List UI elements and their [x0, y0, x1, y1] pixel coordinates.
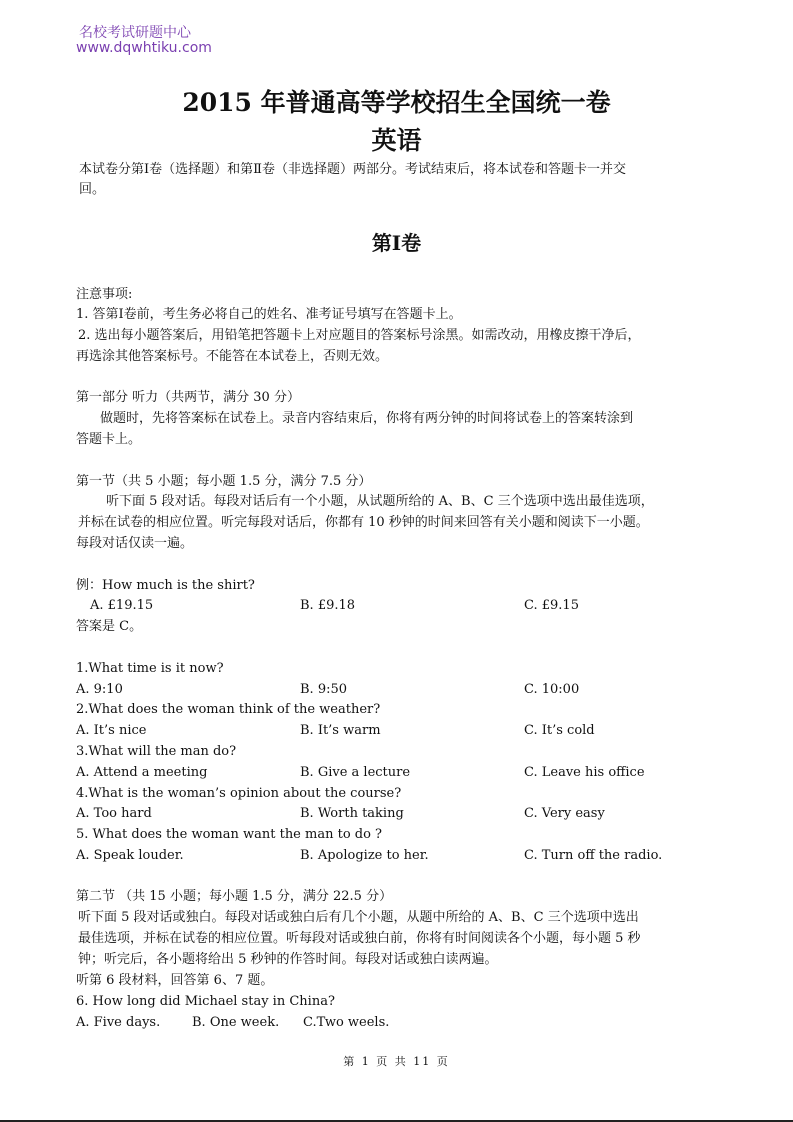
example-option-a: A. £19.15	[90, 598, 154, 613]
question-5-option-b[interactable]: B. Apologize to her.	[300, 848, 429, 863]
question-4-option-a[interactable]: A. Too hard	[76, 806, 152, 821]
intro-line-1: 本试卷分第Ⅰ卷（选择题）和第Ⅱ卷（非选择题）两部分。考试结束后，将本试卷和答题卡一并交	[79, 162, 626, 177]
exam-title: 2015 年普通高等学校招生全国统一卷	[182, 88, 611, 117]
example-answer: 答案是 C。	[76, 619, 143, 634]
question-2-option-c[interactable]: C. It’s cold	[524, 723, 595, 738]
volume-title: 第Ⅰ卷	[371, 231, 422, 255]
notes-heading: 注意事项:	[76, 287, 133, 302]
exam-subject: 英语	[371, 126, 422, 155]
section1-desc-line-1: 听下面 5 段对话。每段对话后有一个小题，从试题所给的 A、B、C 三个选项中选出最佳选项，	[106, 494, 654, 509]
question-1-option-b[interactable]: B. 9:50	[300, 682, 348, 697]
question-1: 1.What time is it now?	[76, 661, 224, 676]
note-1: 1. 答第Ⅰ卷前，考生务必将自己的姓名、准考证号填写在答题卡上。	[76, 307, 462, 322]
question-1-option-c[interactable]: C. 10:00	[524, 682, 580, 697]
question-6-option-a[interactable]: A. Five days.	[76, 1015, 161, 1030]
question-5-option-a[interactable]: A. Speak louder.	[76, 848, 184, 863]
page-footer: 第 1 页 共 11 页	[343, 1055, 450, 1068]
question-6-option-c[interactable]: C.Two weels.	[303, 1015, 390, 1030]
question-4-option-b[interactable]: B. Worth taking	[300, 806, 404, 821]
note-2-line-1: 2. 选出每小题答案后，用铅笔把答题卡上对应题目的答案标号涂黑。如需改动，用橡皮擦干净后，	[78, 328, 641, 343]
section1-desc-line-2: 并标在试卷的相应位置。听完每段对话后，你都有 10 秒钟的时间来回答有关小题和阅读下一小题。	[78, 515, 649, 530]
question-3-option-a[interactable]: A. Attend a meeting	[76, 765, 208, 780]
question-2-option-b[interactable]: B. It’s warm	[300, 723, 381, 738]
question-5-option-c[interactable]: C. Turn off the radio.	[524, 848, 663, 863]
part1-desc-line-1: 做题时，先将答案标在试卷上。录音内容结束后，你将有两分钟的时间将试卷上的答案转涂到	[100, 411, 634, 426]
question-3-option-b[interactable]: B. Give a lecture	[300, 765, 411, 780]
section1-heading: 第一节（共 5 小题；每小题 1.5 分，满分 7.5 分）	[76, 474, 372, 489]
question-2: 2.What does the woman think of the weather?	[76, 702, 381, 717]
intro-line-2: 回。	[79, 182, 106, 197]
watermark-name: 名校考试研题中心	[79, 25, 191, 41]
example-option-c: C. £9.15	[524, 598, 579, 613]
section2-desc-line-3: 钟；听完后，各小题将给出 5 秒钟的作答时间。每段对话或独白读两遍。	[78, 952, 498, 967]
example-question: 例：How much is the shirt?	[76, 578, 255, 593]
part1-desc-line-2: 答题卡上。	[76, 432, 142, 447]
question-5: 5. What does the woman want the man to do ?	[76, 827, 383, 842]
part1-heading: 第一部分 听力（共两节，满分 30 分）	[76, 390, 300, 405]
section2-desc-line-2: 最佳选项，并标在试卷的相应位置。听每段对话或独白前，你将有时间阅读各个小题，每小题 5 秒	[78, 931, 641, 946]
question-6-option-b[interactable]: B. One week.	[192, 1015, 280, 1030]
question-3-option-c[interactable]: C. Leave his office	[524, 765, 645, 780]
question-6: 6. How long did Michael stay in China?	[76, 994, 335, 1009]
watermark-url[interactable]: www.dqwhtiku.com	[76, 40, 212, 56]
question-4-option-c[interactable]: C. Very easy	[524, 806, 605, 821]
question-3: 3.What will the man do?	[76, 744, 237, 759]
material-6-heading: 听第 6 段材料，回答第 6、7 题。	[76, 973, 274, 988]
example-option-b: B. £9.18	[300, 598, 356, 613]
note-2-line-2: 再选涂其他答案标号。不能答在本试卷上，否则无效。	[76, 349, 389, 364]
question-2-option-a[interactable]: A. It’s nice	[76, 723, 147, 738]
question-1-option-a[interactable]: A. 9:10	[76, 682, 123, 697]
section2-desc-line-1: 听下面 5 段对话或独白。每段对话或独白后有几个小题，从题中所给的 A、B、C 三个选项中选出	[78, 910, 639, 925]
section1-desc-line-3: 每段对话仅读一遍。	[76, 536, 194, 551]
question-4: 4.What is the woman’s opinion about the course?	[76, 786, 402, 801]
section2-heading: 第二节 （共 15 小题；每小题 1.5 分，满分 22.5 分）	[76, 889, 393, 904]
